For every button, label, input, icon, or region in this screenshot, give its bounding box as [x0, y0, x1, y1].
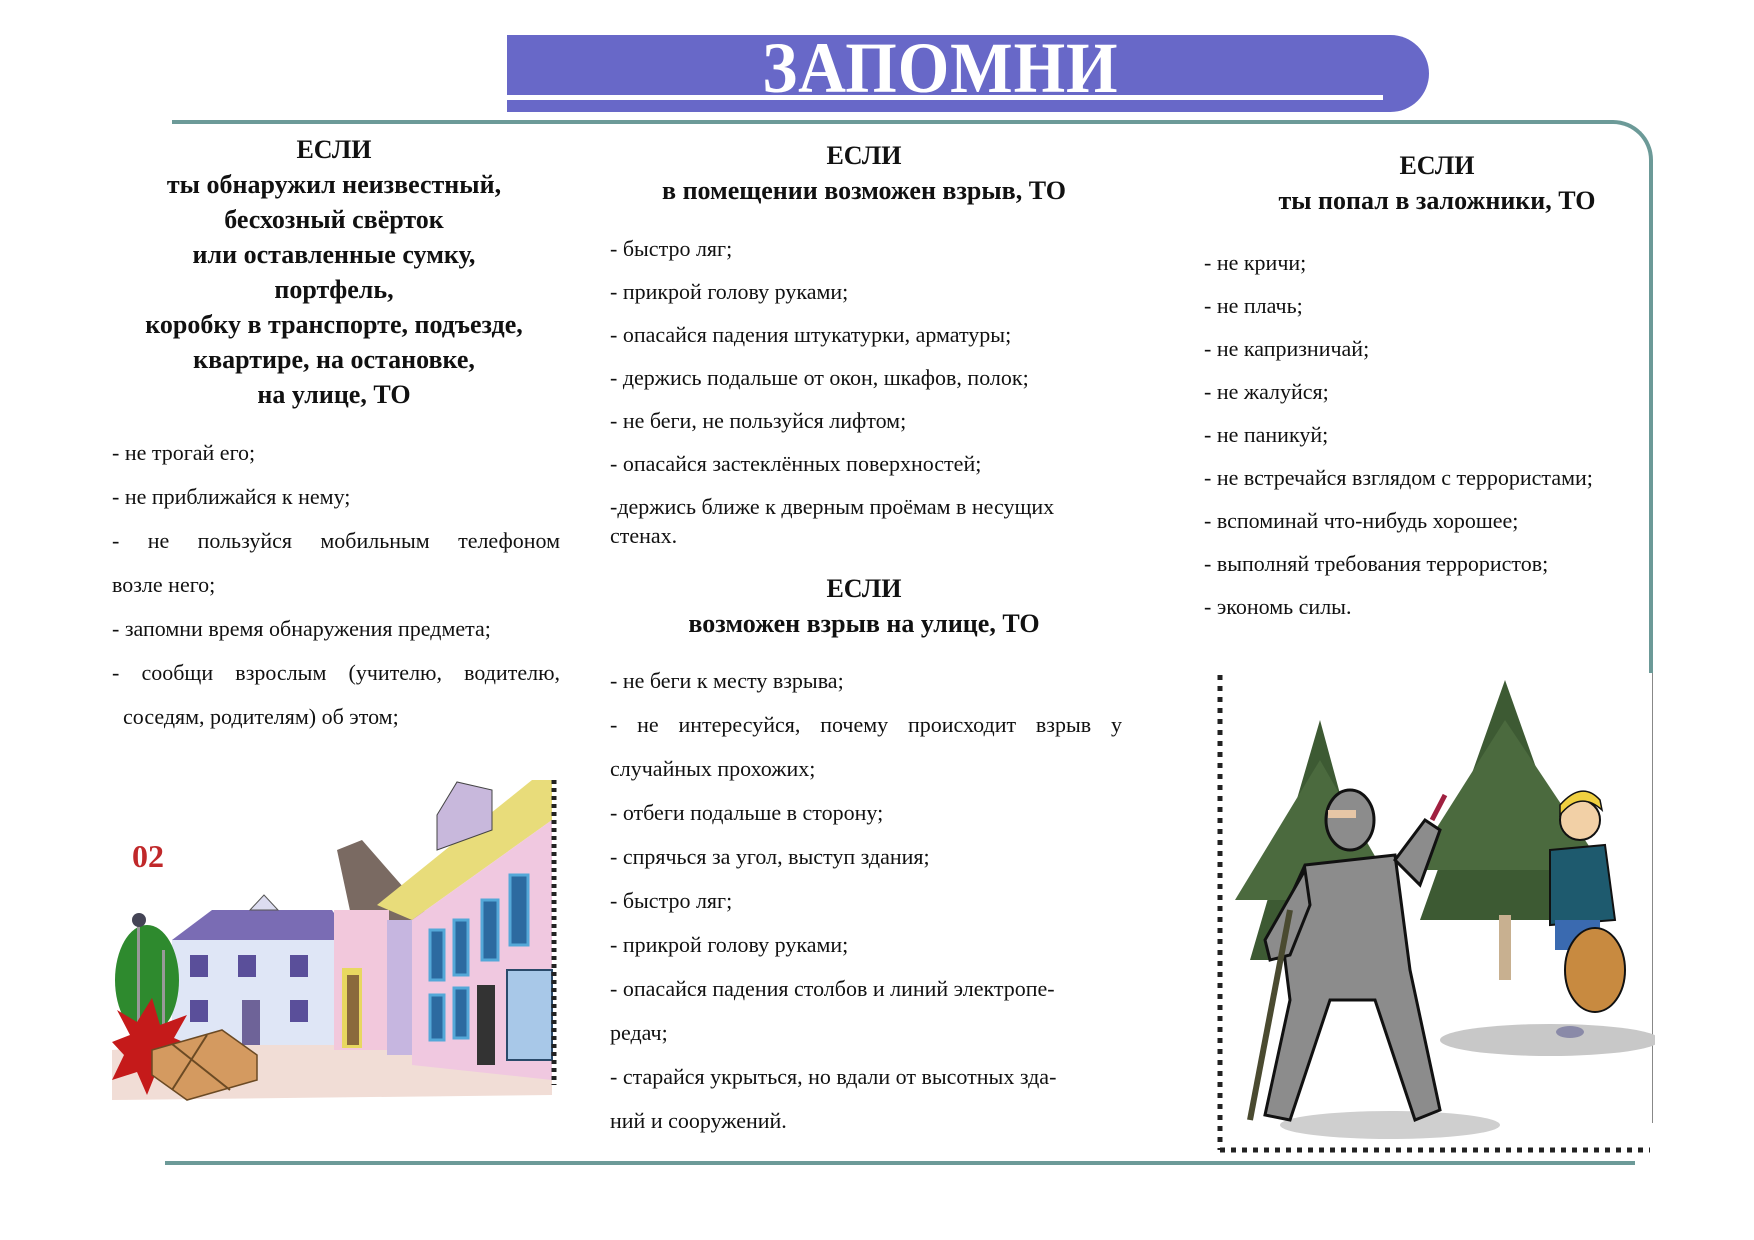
section-heading-street-explosion [610, 571, 1118, 641]
list-item: - прикрой голову руками; [610, 279, 849, 304]
list-item: -держись ближе к дверным проёмам в несущих [610, 494, 1055, 519]
heading-line: ЕСЛИ [1399, 151, 1475, 180]
list-item: - спрячься за угол, выступ здания; [610, 844, 930, 869]
hostage-illustration [1210, 670, 1655, 1160]
list-item: - не трогай его; [112, 440, 256, 465]
heading-line: ты попал в заложники, ТО [1278, 186, 1596, 215]
list-item: - не капризничай; [1204, 336, 1370, 361]
frame-top-left-line [172, 120, 507, 124]
list-item: - держись подальше от окон, шкафов, полок; [610, 365, 1029, 390]
list-item: - не беги к месту взрыва; [610, 668, 844, 693]
list-item: - не жалуйся; [1204, 379, 1329, 404]
list-item: - прикрой голову руками; [610, 932, 849, 957]
list-item: - опасайся падения столбов и линий электропе- [610, 976, 1055, 1001]
heading-line: портфель, [274, 275, 394, 304]
bullet-list-indoor-explosion [610, 236, 1122, 556]
list-item: - опасайся падения штукатурки, арматуры; [610, 322, 1012, 347]
list-item: случайных прохожих; [610, 756, 816, 781]
illustration-label: 02 [132, 838, 164, 874]
list-item: ний и сооружений. [610, 1108, 787, 1133]
list-item: - запомни время обнаружения предмета; [112, 616, 491, 641]
list-item: - не беги, не пользуйся лифтом; [610, 408, 907, 433]
list-item: - не плачь; [1204, 293, 1303, 318]
list-item: возле него; [112, 572, 216, 597]
list-item: редач; [610, 1020, 668, 1045]
section-heading-unknown-package [112, 132, 556, 412]
list-item: - не интересуйся, почему происходит взрыв у [610, 712, 1122, 737]
heading-line: в помещении возможен взрыв, ТО [662, 176, 1066, 205]
section-heading-indoor-explosion [610, 138, 1118, 208]
heading-line: возможен взрыв на улице, ТО [688, 609, 1040, 638]
list-item: - выполняй требования террористов; [1204, 551, 1549, 576]
list-item: - экономь силы. [1204, 594, 1352, 619]
heading-line: или оставленные сумку, [192, 240, 476, 269]
list-item: - вспоминай что-нибудь хорошее; [1204, 508, 1519, 533]
list-item: - не встречайся взглядом с террористами; [1204, 465, 1593, 490]
section-heading-hostage [1204, 148, 1670, 218]
page-title: ЗАПОМНИ [762, 28, 1119, 108]
list-item: - сообщи взрослым (учителю, водителю, [112, 660, 560, 685]
list-item: - быстро ляг; [610, 888, 733, 913]
list-item: - не пользуйся мобильным телефоном [112, 528, 560, 553]
frame-bottom-line [165, 1161, 1635, 1165]
heading-line: на улице, ТО [257, 380, 411, 409]
list-item: стенах. [610, 523, 678, 548]
heading-line: коробку в транспорте, подъезде, [145, 310, 523, 339]
street-package-illustration [112, 760, 562, 1110]
bullet-list-street-explosion [610, 668, 1122, 1148]
list-item: соседям, родителям) об этом; [112, 704, 399, 729]
list-item: - старайся укрыться, но вдали от высотных зда- [610, 1064, 1057, 1089]
list-item: - быстро ляг; [610, 236, 733, 261]
frame-top-line [507, 120, 1613, 124]
heading-line: ЕСЛИ [826, 574, 902, 603]
bullet-list-unknown-package [112, 440, 560, 740]
heading-line: бесхозный свёрток [224, 205, 444, 234]
list-item: - не паникуй; [1204, 422, 1329, 447]
list-item: - отбеги подальше в сторону; [610, 800, 884, 825]
heading-line: ты обнаружил неизвестный, [166, 170, 502, 199]
list-item: - не кричи; [1204, 250, 1307, 275]
heading-line: ЕСЛИ [826, 141, 902, 170]
heading-line: ЕСЛИ [296, 135, 372, 164]
list-item: - не приближайся к нему; [112, 484, 351, 509]
heading-line: квартире, на остановке, [193, 345, 475, 374]
list-item: - опасайся застеклённых поверхностей; [610, 451, 982, 476]
bullet-list-hostage [1204, 250, 1654, 630]
